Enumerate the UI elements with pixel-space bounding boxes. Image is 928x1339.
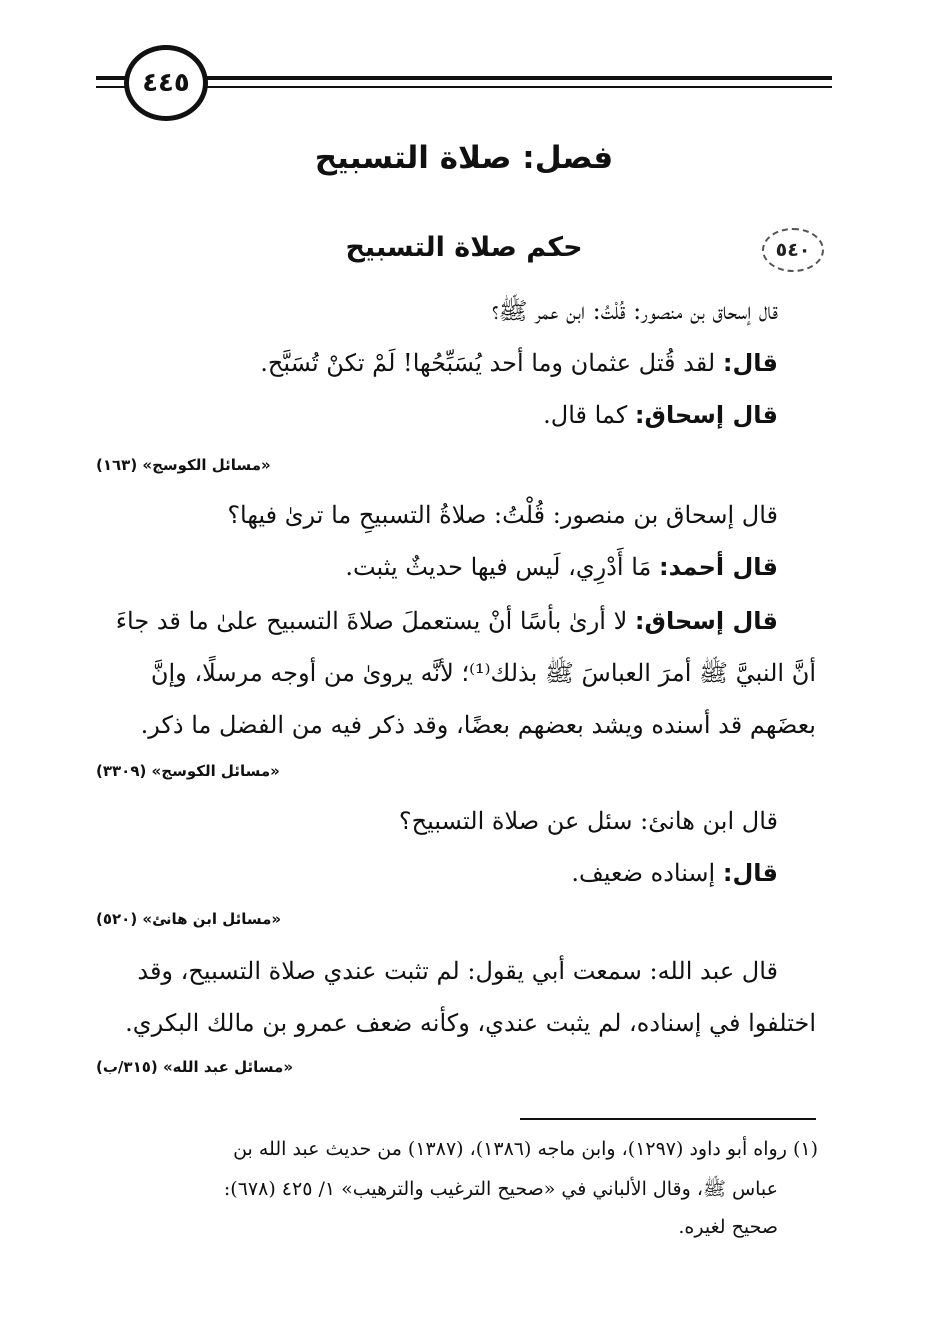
body-line (345, 552, 778, 582)
body-line (227, 500, 778, 530)
body-line (492, 296, 778, 326)
body-line (96, 956, 778, 986)
footnote-line: صحيح لغيره. (678, 1216, 778, 1238)
source-citation: «مسائل الكوسج» (٣٣٠٩) (96, 762, 280, 780)
page-number: ٤٤٥ (124, 45, 208, 121)
line-text: أنَّ النبيَّ ﷺ أمرَ العباسَ ﷺ بذلك⁽¹⁾؛ لأنَّه يروىٰ من أوجه مرسلًا، وإنَّ (150, 659, 816, 687)
line-text: قال إسحاق بن منصور: قُلْتُ: صلاةُ التسبيحِ ما ترىٰ فيها؟ (227, 501, 778, 529)
source-citation: «مسائل ابن هانئ» (٥٢٠) (96, 910, 282, 928)
footnote-text: رواه أبو داود (١٢٩٧)، وابن ماجه (١٣٨٦)، (١٣٨٧) من حديث عبد الله بن (233, 1138, 787, 1160)
line-text: لقد قُتل عثمان وما أحد يُسَبِّحُها! لَمْ تكنْ تُسَبَّح. (260, 349, 723, 377)
speaker-label: قال إسحاق: (634, 401, 778, 429)
line-text: قال عبد الله: سمعت أبي يقول: لم تثبت عندي صلاة التسبيح، وقد (137, 957, 778, 985)
body-line (96, 1008, 816, 1038)
body-line (543, 400, 778, 430)
speaker-label: قال: (722, 349, 778, 377)
body-line (96, 658, 816, 688)
footnote-marker: (١) (792, 1138, 818, 1160)
source-citation: «مسائل الكوسج» (١٦٣) (96, 456, 271, 474)
body-line (96, 606, 778, 636)
speaker-label: قال: (722, 859, 778, 887)
speaker-label: قال أحمد: (659, 553, 778, 581)
body-line (96, 710, 816, 740)
chapter-title: فصل: صلاة التسبيح (314, 140, 614, 176)
line-text: كما قال. (543, 401, 635, 429)
issue-number-ornament: ٥٤٠ (762, 228, 824, 272)
body-line (571, 858, 778, 888)
footnote-line: عباس ﷺ، وقال الألباني في «صحيح الترغيب والترهيب» ١/ ٤٢٥ (٦٧٨): (223, 1178, 778, 1200)
line-text: إسناده ضعيف. (571, 859, 723, 887)
line-text: اختلفوا في إسناده، لم يثبت عندي، وكأنه ضعف عمرو بن مالك البكري. (125, 1009, 816, 1037)
line-text: لا أرىٰ بأسًا أنْ يستعملَ صلاةَ التسبيح علىٰ ما قد جاءَ (115, 607, 635, 635)
body-line (260, 348, 778, 378)
line-text: قال إسحاق بن منصور: قُلْتُ: ابن عمر ﷺ؟ (491, 297, 778, 325)
speaker-label: قال إسحاق: (634, 607, 778, 635)
line-text: قال ابن هانئ: سئل عن صلاة التسبيح؟ (398, 807, 778, 835)
line-text: بعضَهم قد أسنده ويشد بعضهم بعضًا، وقد ذكر فيه من الفضل ما ذكر. (140, 711, 816, 739)
footnote-line (96, 1136, 818, 1162)
source-citation: «مسائل عبد الله» (٣١٥/ب) (96, 1058, 294, 1076)
section-title: حكم صلاة التسبيح (345, 232, 583, 263)
body-line (399, 806, 778, 836)
line-text: مَا أَدْرِي، لَيس فيها حديثٌ يثبت. (345, 553, 660, 581)
footnote-separator (520, 1118, 816, 1120)
